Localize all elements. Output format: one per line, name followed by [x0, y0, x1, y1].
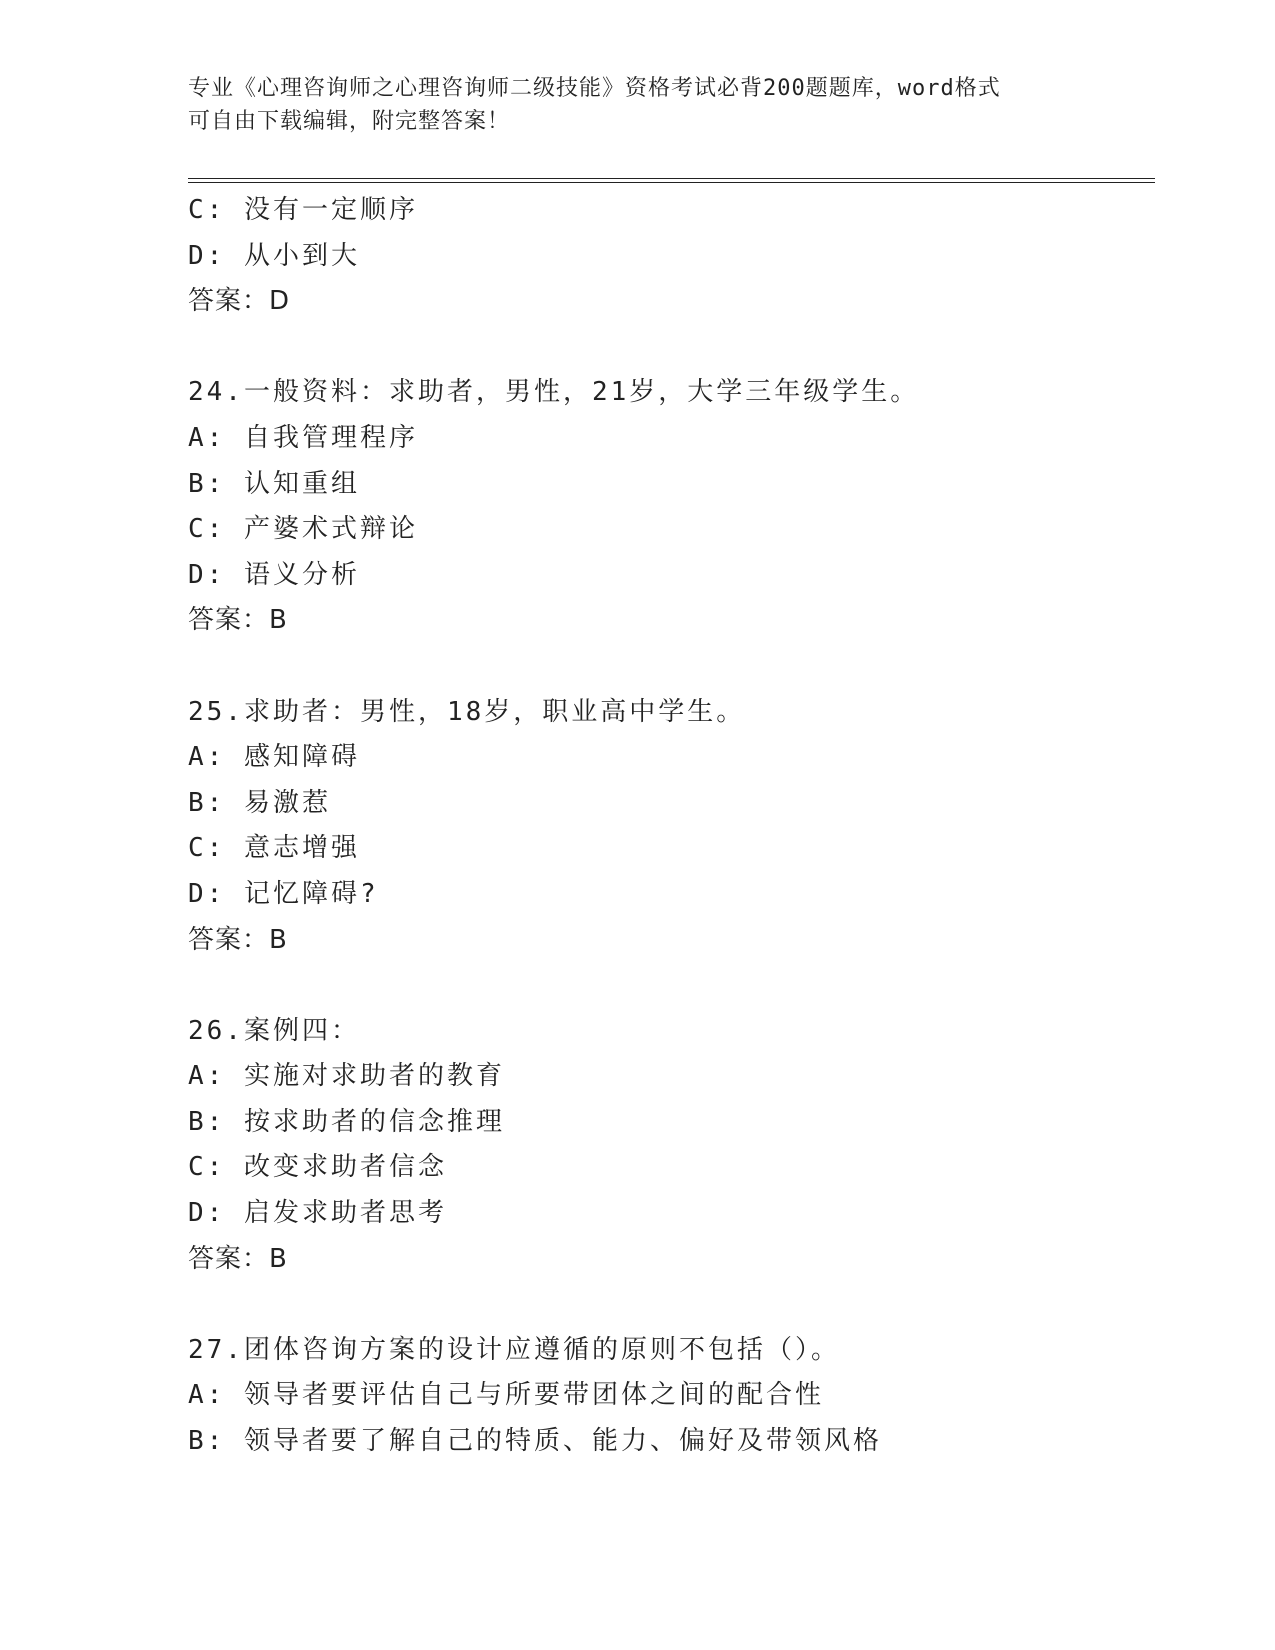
question-24 [188, 370, 1148, 644]
spacer [188, 1282, 1148, 1328]
document-header [188, 72, 1088, 138]
option-a [188, 416, 1148, 462]
option-text: 领导者要了解自己的特质、能力、偏好及带领风格 [243, 1426, 882, 1457]
header-line-2: 可自由下载编辑，附完整答案！ [188, 109, 511, 134]
option-text: 从小到大 [243, 240, 360, 271]
option-text: 改变求助者信念 [243, 1152, 447, 1183]
option-letter: C: [188, 833, 226, 864]
option-letter: D: [188, 878, 226, 909]
option-letter: A: [188, 742, 226, 773]
option-text: 自我管理程序 [243, 422, 418, 453]
option-text: 语义分析 [243, 559, 360, 590]
question-25 [188, 690, 1148, 964]
option-text: 没有一定顺序 [243, 195, 418, 225]
option-d [188, 553, 1148, 599]
header-divider-top [188, 178, 1155, 179]
option-c [188, 1145, 1148, 1191]
header-divider-bottom [188, 182, 1155, 183]
answer-line: 答案：D [188, 286, 291, 317]
option-text: 感知障碍 [243, 742, 360, 773]
option-a [188, 735, 1148, 781]
option-c [188, 826, 1148, 872]
option-c [188, 507, 1148, 553]
option-d [188, 872, 1148, 918]
option-letter: B: [188, 787, 226, 818]
option-text: 易激惹 [243, 787, 331, 818]
question-list [188, 188, 1148, 1465]
question-stem: 26.案例四： [188, 1015, 360, 1046]
option-text: 产婆术式辩论 [243, 514, 418, 545]
question-stem: 25.求助者：男性，18岁，职业高中学生。 [188, 696, 746, 727]
option-b [188, 1100, 1148, 1146]
option-letter: A: [188, 1061, 226, 1092]
option-text: 领导者要评估自己与所要带团体之间的配合性 [243, 1380, 824, 1411]
option-a [188, 1373, 1148, 1419]
answer-line: 答案：B [188, 605, 288, 636]
option-letter: D: [188, 1198, 226, 1229]
option-text: 实施对求助者的教育 [243, 1061, 505, 1092]
spacer [188, 644, 1148, 690]
option-letter: C: [188, 514, 226, 545]
spacer [188, 963, 1148, 1009]
option-d [188, 234, 1148, 280]
option-a [188, 1054, 1148, 1100]
option-d [188, 1191, 1148, 1237]
option-text: 意志增强 [243, 833, 360, 864]
option-letter: A: [188, 422, 226, 453]
answer-line: 答案：B [188, 1243, 288, 1274]
option-letter: D: [188, 559, 226, 590]
prev-question [188, 188, 1148, 325]
question-stem: 24.一般资料：求助者，男性，21岁，大学三年级学生。 [188, 377, 920, 408]
option-b [188, 781, 1148, 827]
option-letter: B: [188, 468, 226, 499]
option-letter: D: [188, 240, 226, 271]
option-c [188, 188, 1148, 234]
option-letter: B: [188, 1106, 226, 1137]
option-text: 记忆障碍? [243, 878, 379, 909]
question-27 [188, 1328, 1148, 1465]
question-stem: 27.团体咨询方案的设计应遵循的原则不包括（）。 [188, 1334, 840, 1365]
option-b [188, 1419, 1148, 1465]
option-text: 按求助者的信念推理 [243, 1106, 505, 1137]
question-26 [188, 1009, 1148, 1283]
option-letter: A: [188, 1380, 226, 1411]
option-letter: B: [188, 1426, 226, 1457]
option-letter: C: [188, 195, 226, 225]
option-text: 启发求助者思考 [243, 1198, 447, 1229]
option-letter: C: [188, 1152, 226, 1183]
option-text: 认知重组 [243, 468, 360, 499]
option-b [188, 462, 1148, 508]
answer-line: 答案：B [188, 924, 288, 955]
header-line-1: 专业《心理咨询师之心理咨询师二级技能》资格考试必背200题题库，word格式 [188, 76, 1001, 101]
spacer [188, 325, 1148, 371]
